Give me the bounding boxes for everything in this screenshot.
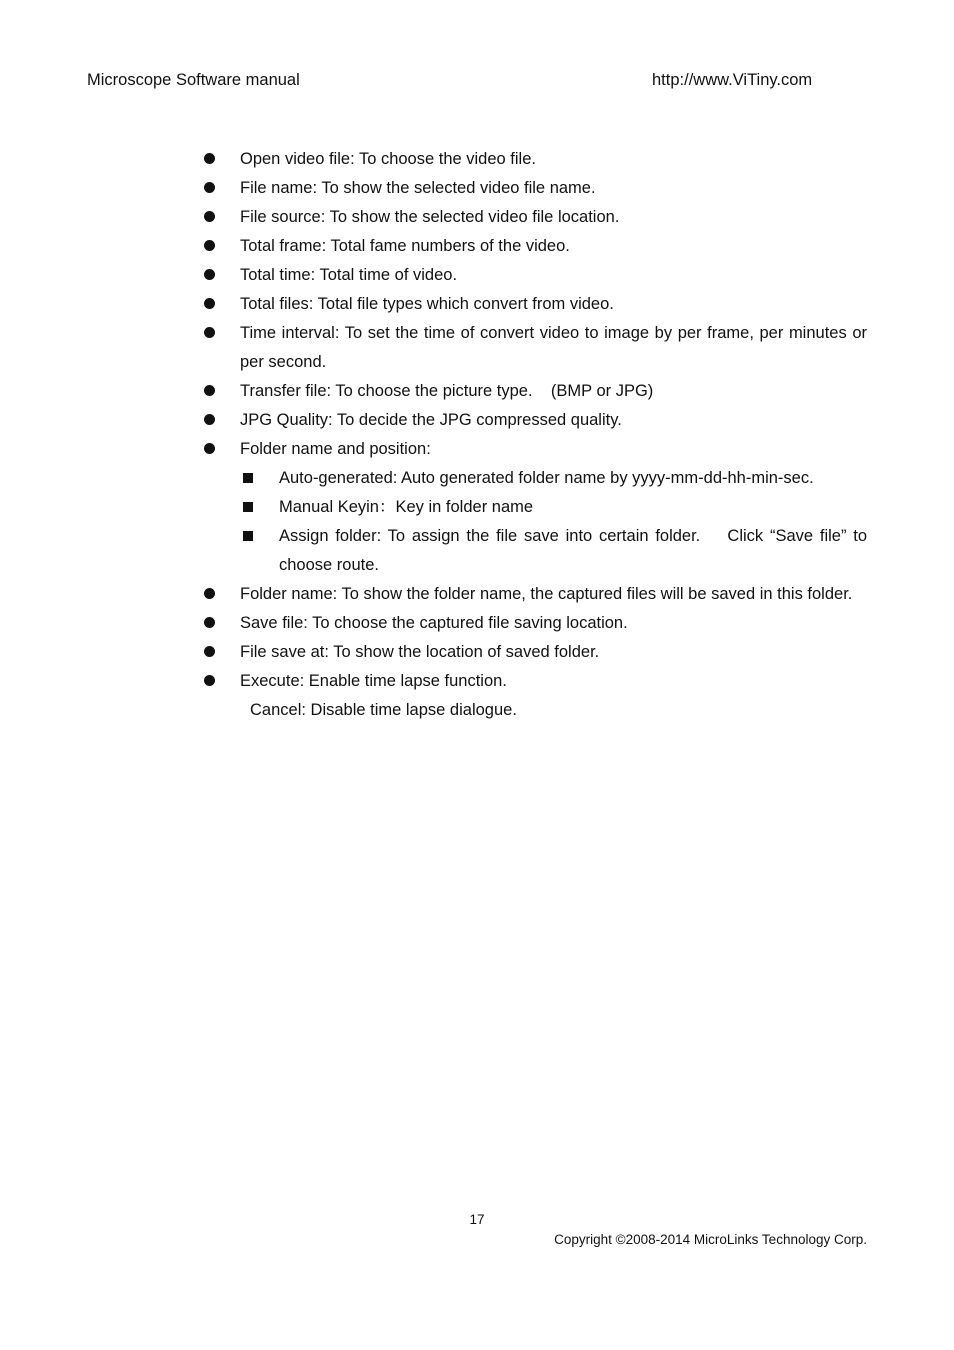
list-item	[200, 290, 867, 319]
list-item	[200, 609, 867, 638]
list-item	[200, 261, 867, 290]
list-item-text: Folder name: To show the folder name, the captured files will be saved in this folder.	[240, 585, 853, 603]
list-item	[200, 203, 867, 232]
sub-list-item	[240, 464, 867, 493]
list-item-text: Execute: Enable time lapse function.	[240, 672, 507, 690]
list-item	[200, 435, 872, 580]
list-item	[200, 319, 867, 377]
bullet-dot-icon	[204, 298, 215, 309]
bullet-dot-icon	[204, 414, 215, 425]
bullet-dot-icon	[204, 269, 215, 280]
list-item-text: Save file: To choose the captured file saving location.	[240, 614, 628, 632]
sub-list-item-text: Assign folder: To assign the file save into certain folder. Click “Save file” to choose route.	[279, 527, 872, 574]
list-item-text: Total frame: Total fame numbers of the video.	[240, 237, 570, 255]
list-item-text: Total time: Total time of video.	[240, 266, 458, 284]
bullet-dot-icon	[204, 211, 215, 222]
cancel-description: Cancel: Disable time lapse dialogue.	[250, 701, 517, 719]
list-item	[200, 377, 867, 406]
bullet-dot-icon	[204, 675, 215, 686]
sub-list	[240, 464, 872, 580]
list-item-text: JPG Quality: To decide the JPG compressed quality.	[240, 411, 622, 429]
list-item	[200, 667, 867, 696]
list-item-text: Total files: Total file types which convert from video.	[240, 295, 614, 313]
sub-list-item	[240, 493, 867, 522]
bullet-dot-icon	[204, 646, 215, 657]
square-bullet-icon	[243, 502, 253, 512]
copyright-notice: Copyright ©2008-2014 MicroLinks Technology Corp.	[554, 1232, 867, 1247]
bullet-dot-icon	[204, 327, 215, 338]
list-item	[200, 145, 867, 174]
bullet-dot-icon	[204, 443, 215, 454]
bullet-dot-icon	[204, 385, 215, 396]
list-item-text: Transfer file: To choose the picture type. (BMP or JPG)	[240, 382, 654, 400]
list-item-text: File source: To show the selected video file location.	[240, 208, 620, 226]
header-title: Microscope Software manual	[87, 71, 300, 89]
bullet-dot-icon	[204, 588, 215, 599]
list-item-text: File save at: To show the location of saved folder.	[240, 643, 600, 661]
header-url: http://www.ViTiny.com	[652, 71, 813, 89]
square-bullet-icon	[243, 473, 253, 483]
list-item	[200, 406, 867, 435]
list-item	[200, 580, 867, 609]
list-item-text: File name: To show the selected video file name.	[240, 179, 596, 197]
sub-list-item	[240, 522, 872, 580]
manual-content	[200, 145, 872, 725]
list-item-text: Folder name and position:	[240, 440, 431, 458]
bullet-dot-icon	[204, 182, 215, 193]
list-item	[200, 638, 867, 667]
page-number: 17	[469, 1212, 485, 1227]
bullet-list	[200, 145, 872, 696]
bullet-dot-icon	[204, 617, 215, 628]
list-item-text: Time interval: To set the time of convert video to image by per frame, per minutes or per second.	[240, 324, 867, 371]
sub-list-item-text: Auto-generated: Auto generated folder name by yyyy-mm-dd-hh-min-sec.	[279, 469, 814, 487]
bullet-dot-icon	[204, 153, 215, 164]
sub-list-item-text: Manual Keyin：Key in folder name	[279, 498, 534, 516]
bullet-dot-icon	[204, 240, 215, 251]
list-item	[200, 232, 867, 261]
list-item	[200, 174, 867, 203]
list-item-text: Open video file: To choose the video file.	[240, 150, 536, 168]
square-bullet-icon	[243, 531, 253, 541]
